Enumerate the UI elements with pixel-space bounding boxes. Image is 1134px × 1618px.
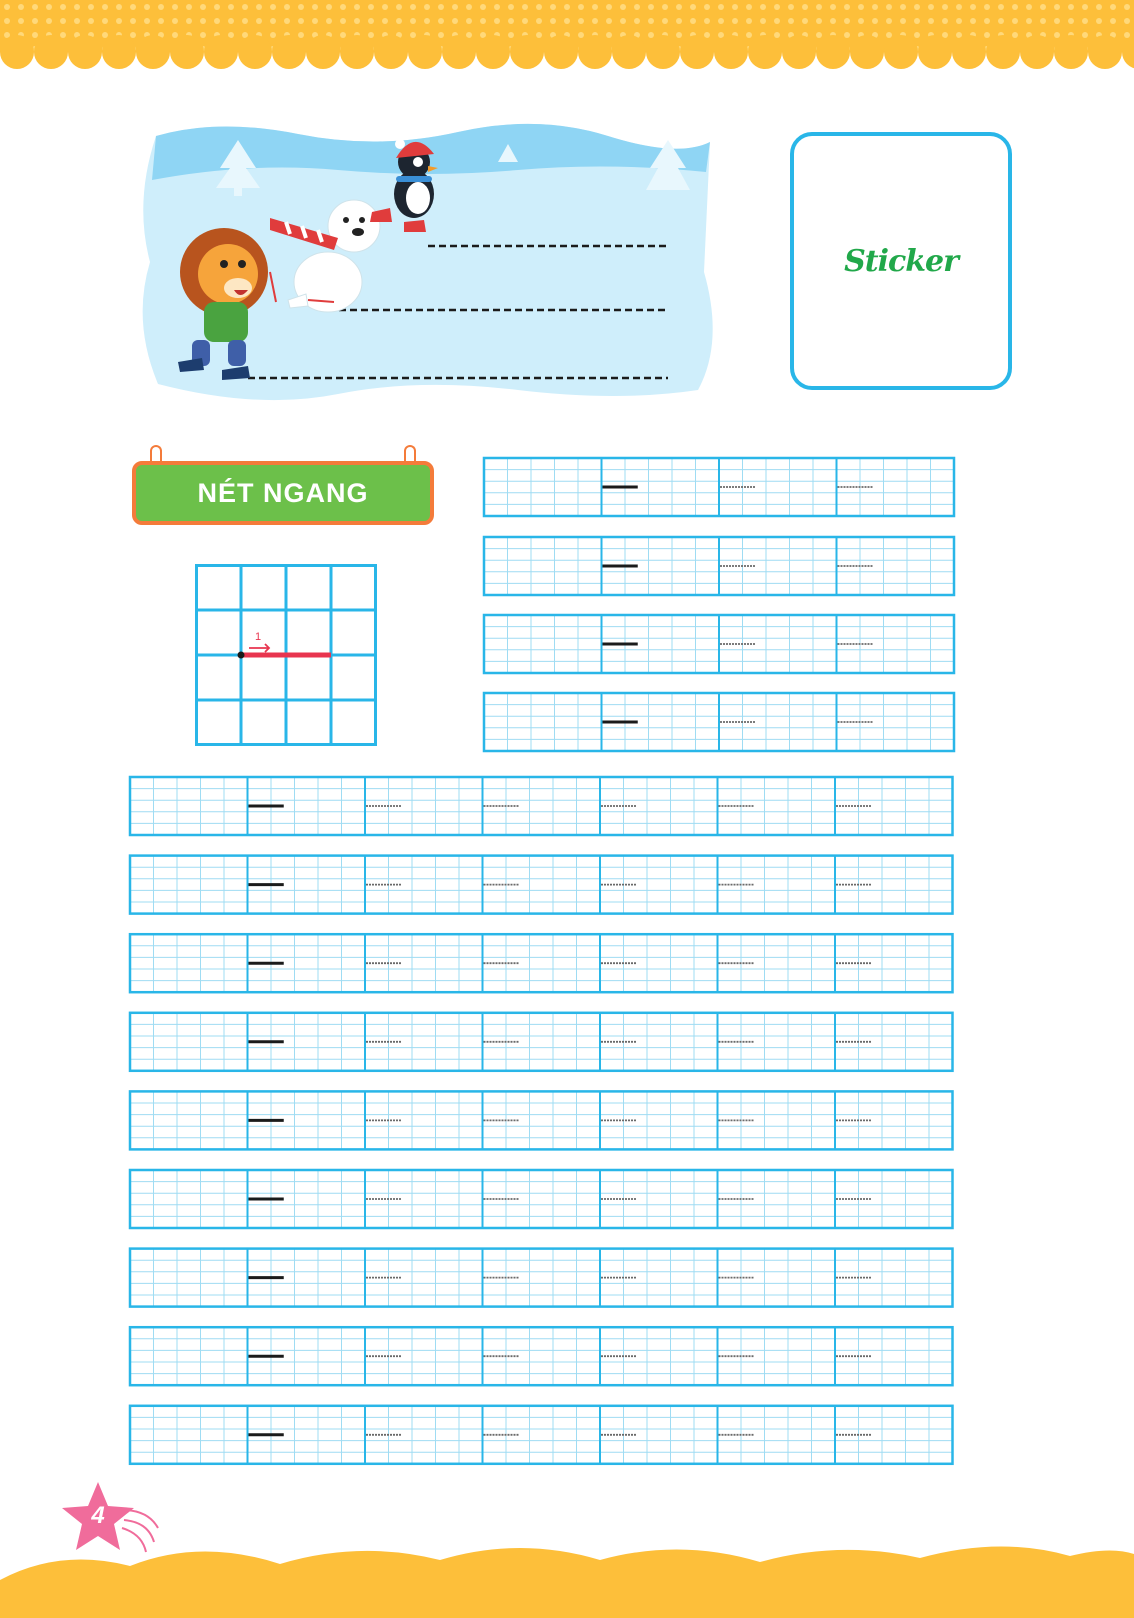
practice-row [130, 856, 953, 914]
page-title: NÉT NGANG [197, 477, 369, 508]
page-number-badge [52, 1480, 164, 1570]
practice-row [484, 458, 954, 516]
bottom-cloud-border [0, 1540, 1134, 1618]
practice-row [130, 1406, 953, 1464]
sticker-label: Sticker [844, 243, 958, 279]
practice-row [130, 1091, 953, 1149]
practice-row [484, 693, 954, 751]
practice-row [130, 1327, 953, 1385]
practice-row [484, 537, 954, 595]
stroke-order-number: 1 [255, 631, 262, 643]
page-number: 4 [91, 1502, 105, 1529]
practice-row [130, 1013, 953, 1071]
practice-row [130, 1249, 953, 1307]
practice-row [130, 1170, 953, 1228]
practice-row [130, 777, 953, 835]
practice-row [484, 615, 954, 673]
practice-row [130, 934, 953, 992]
